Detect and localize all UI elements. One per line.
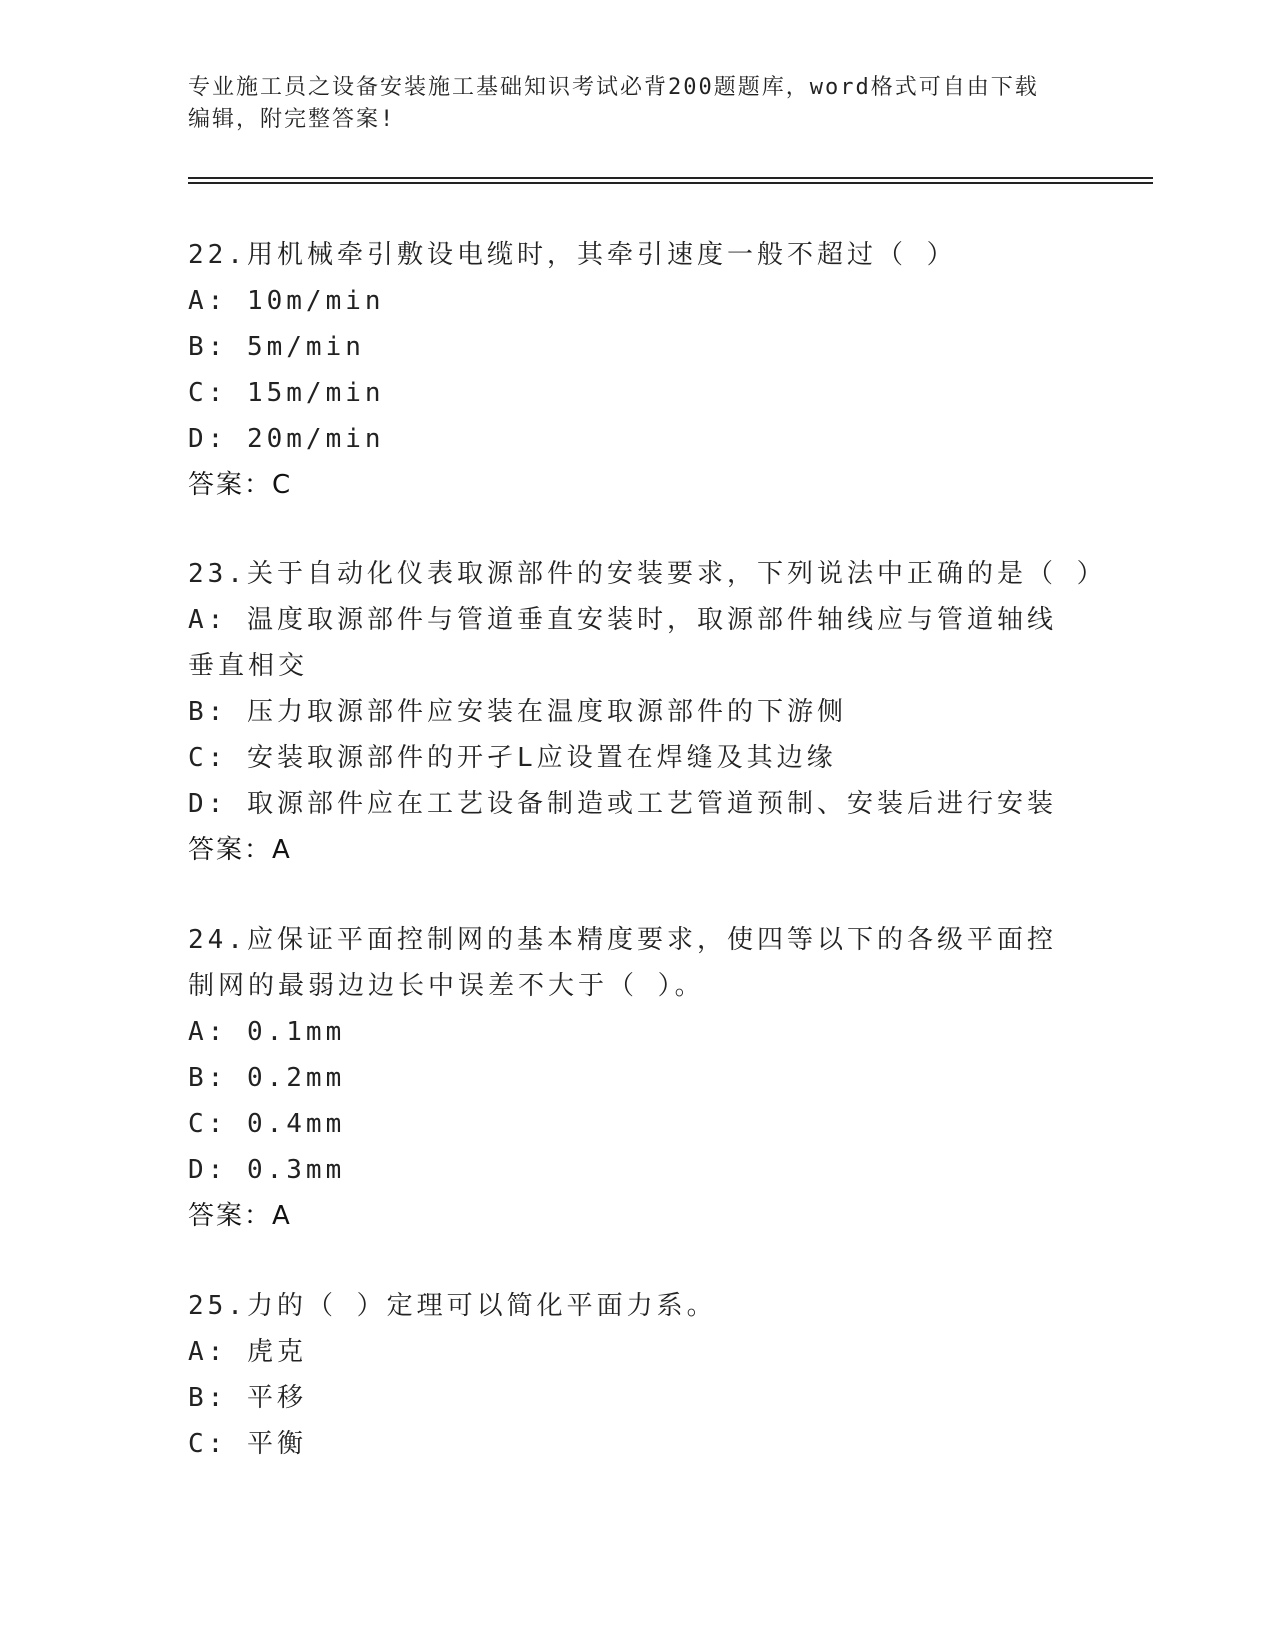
answer-label: 答案：A <box>188 835 292 865</box>
header-line-1: 专业施工员之设备安装施工基础知识考试必背200题题库，word格式可自由下载 <box>188 75 1039 100</box>
question-25 <box>188 1283 1108 1467</box>
question-22 <box>188 232 1108 508</box>
question-stem: 25.力的（ ）定理可以简化平面力系。 <box>188 1291 717 1321</box>
answer-label: 答案：C <box>188 470 293 500</box>
option-d: D: 取源部件应在工艺设备制造或工艺管道预制、安装后进行安装 <box>188 789 1057 819</box>
header-divider-top <box>188 177 1153 179</box>
option-c: C: 安装取源部件的开孑L应设置在焊缝及其边缘 <box>188 743 837 773</box>
question-23 <box>188 551 1108 873</box>
question-stem: 24.应保证平面控制网的基本精度要求，使四等以下的各级平面控制网的最弱边边长中误差不大于（ ）。 <box>188 925 1057 1001</box>
option-a: A: 温度取源部件与管道垂直安装时，取源部件轴线应与管道轴线垂直相交 <box>188 605 1057 681</box>
question-24 <box>188 917 1108 1239</box>
option-a: A: 0.1mm <box>188 1017 346 1047</box>
option-c: C: 15m/min <box>188 378 385 408</box>
question-stem: 23.关于自动化仪表取源部件的安装要求，下列说法中正确的是（ ） <box>188 559 1107 589</box>
option-b: B: 0.2mm <box>188 1063 346 1093</box>
option-c: C: 0.4mm <box>188 1109 346 1139</box>
header-divider-bottom <box>188 182 1153 184</box>
option-d: D: 20m/min <box>188 424 385 454</box>
option-a: A: 虎克 <box>188 1337 307 1367</box>
option-b: B: 压力取源部件应安装在温度取源部件的下游侧 <box>188 697 847 727</box>
option-b: B: 平移 <box>188 1383 307 1413</box>
option-b: B: 5m/min <box>188 332 365 362</box>
option-a: A: 10m/min <box>188 286 385 316</box>
option-d: D: 0.3mm <box>188 1155 346 1185</box>
header-line-2: 编辑，附完整答案! <box>188 107 396 132</box>
answer-label: 答案：A <box>188 1201 292 1231</box>
option-c: C: 平衡 <box>188 1429 307 1459</box>
document-header <box>188 72 1088 136</box>
question-stem: 22.用机械牵引敷设电缆时，其牵引速度一般不超过（ ） <box>188 240 957 270</box>
